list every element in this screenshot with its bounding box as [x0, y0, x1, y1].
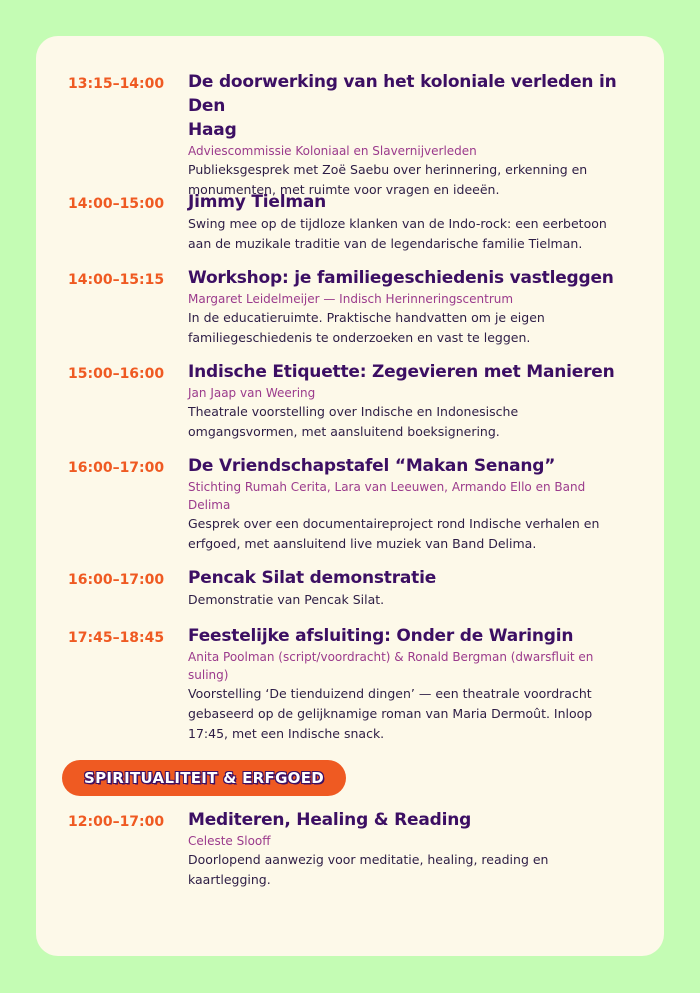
event-time: 17:45–18:45 — [68, 630, 165, 646]
event-organizer-line: Anita Poolman (script/voordracht) & Ronald Bergman (dwarsfluit en — [188, 650, 594, 664]
event-title: Pencak Silat demonstratie — [188, 568, 437, 588]
event-title: Mediteren, Healing & Reading — [188, 810, 472, 830]
event-description-line: gebaseerd op de gelijknamige roman van Maria Dermoût. Inloop — [188, 706, 593, 721]
event-title: Feestelijke afsluiting: Onder de Waringin — [188, 626, 574, 646]
program-card — [36, 36, 664, 956]
event-description: Demonstratie van Pencak Silat. — [188, 592, 385, 607]
event-description-line: 17:45, met een Indische snack. — [188, 726, 385, 741]
section-heading-pill: SPIRITUALITEIT & ERFGOED — [62, 760, 346, 796]
event-description-line: familiegeschiedenis te onderzoeken en vast te leggen. — [188, 330, 531, 345]
event-description-line: Voorstelling ‘De tienduizend dingen’ — een theatrale voordracht — [188, 686, 592, 701]
event-description-line: erfgoed, met aansluitend live muziek van Band Delima. — [188, 536, 537, 551]
event-description — [188, 514, 628, 554]
event-time: 14:00–15:15 — [68, 272, 165, 288]
event-time: 16:00–17:00 — [68, 572, 165, 588]
event-description-line: Publieksgesprek met Zoë Saebu over herinnering, erkenning en — [188, 162, 588, 177]
event-time: 12:00–17:00 — [68, 814, 165, 830]
event-organizer — [188, 648, 628, 684]
event-organizer-line: suling) — [188, 668, 229, 682]
event-time: 14:00–15:00 — [68, 196, 165, 212]
event-organizer: Adviescommissie Koloniaal en Slavernijverleden — [188, 144, 477, 158]
event-time: 15:00–16:00 — [68, 366, 165, 382]
event-description-line: omgangsvormen, met aansluitend boeksignering. — [188, 424, 500, 439]
event-organizer: Celeste Slooff — [188, 834, 271, 848]
event-description-line: monumenten, met ruimte voor vragen en ideeën. — [188, 182, 500, 197]
event-organizer: Margaret Leidelmeijer — Indisch Herinneringscentrum — [188, 292, 514, 306]
event-description — [188, 214, 628, 254]
event-description-line: Doorlopend aanwezig voor meditatie, healing, reading en — [188, 852, 549, 867]
event-title-line: De doorwerking van het koloniale verleden in Den — [188, 72, 617, 116]
event-title-line: Haag — [188, 120, 237, 140]
event-title: Workshop: je familiegeschiedenis vastleggen — [188, 268, 614, 288]
event-title: Indische Etiquette: Zegevieren met Manieren — [188, 362, 615, 382]
event-organizer: Jan Jaap van Weering — [188, 386, 316, 400]
event-title: Jimmy Tielman — [188, 192, 327, 212]
event-organizer — [188, 478, 628, 514]
event-description-line: kaartlegging. — [188, 872, 271, 887]
event-organizer-line: Stichting Rumah Cerita, Lara van Leeuwen, Armando Ello en Band — [188, 480, 586, 494]
event-description-line: Gesprek over een documentaireproject rond Indische verhalen en — [188, 516, 600, 531]
event-description — [188, 684, 628, 744]
event-time: 13:15–14:00 — [68, 76, 165, 92]
event-description — [188, 308, 628, 348]
event-time: 16:00–17:00 — [68, 460, 165, 476]
event-description-line: Theatrale voorstelling over Indische en Indonesische — [188, 404, 519, 419]
event-description — [188, 850, 628, 890]
event-description — [188, 402, 628, 442]
event-description-line: Swing mee op de tijdloze klanken van de Indo-rock: een eerbetoon — [188, 216, 607, 231]
event-description-line: aan de muzikale traditie van de legendarische familie Tielman. — [188, 236, 583, 251]
event-organizer-line: Delima — [188, 498, 231, 512]
event-title: De Vriendschapstafel “Makan Senang” — [188, 456, 556, 476]
event-description-line: In de educatieruimte. Praktische handvatten om je eigen — [188, 310, 545, 325]
event-title — [188, 70, 628, 142]
